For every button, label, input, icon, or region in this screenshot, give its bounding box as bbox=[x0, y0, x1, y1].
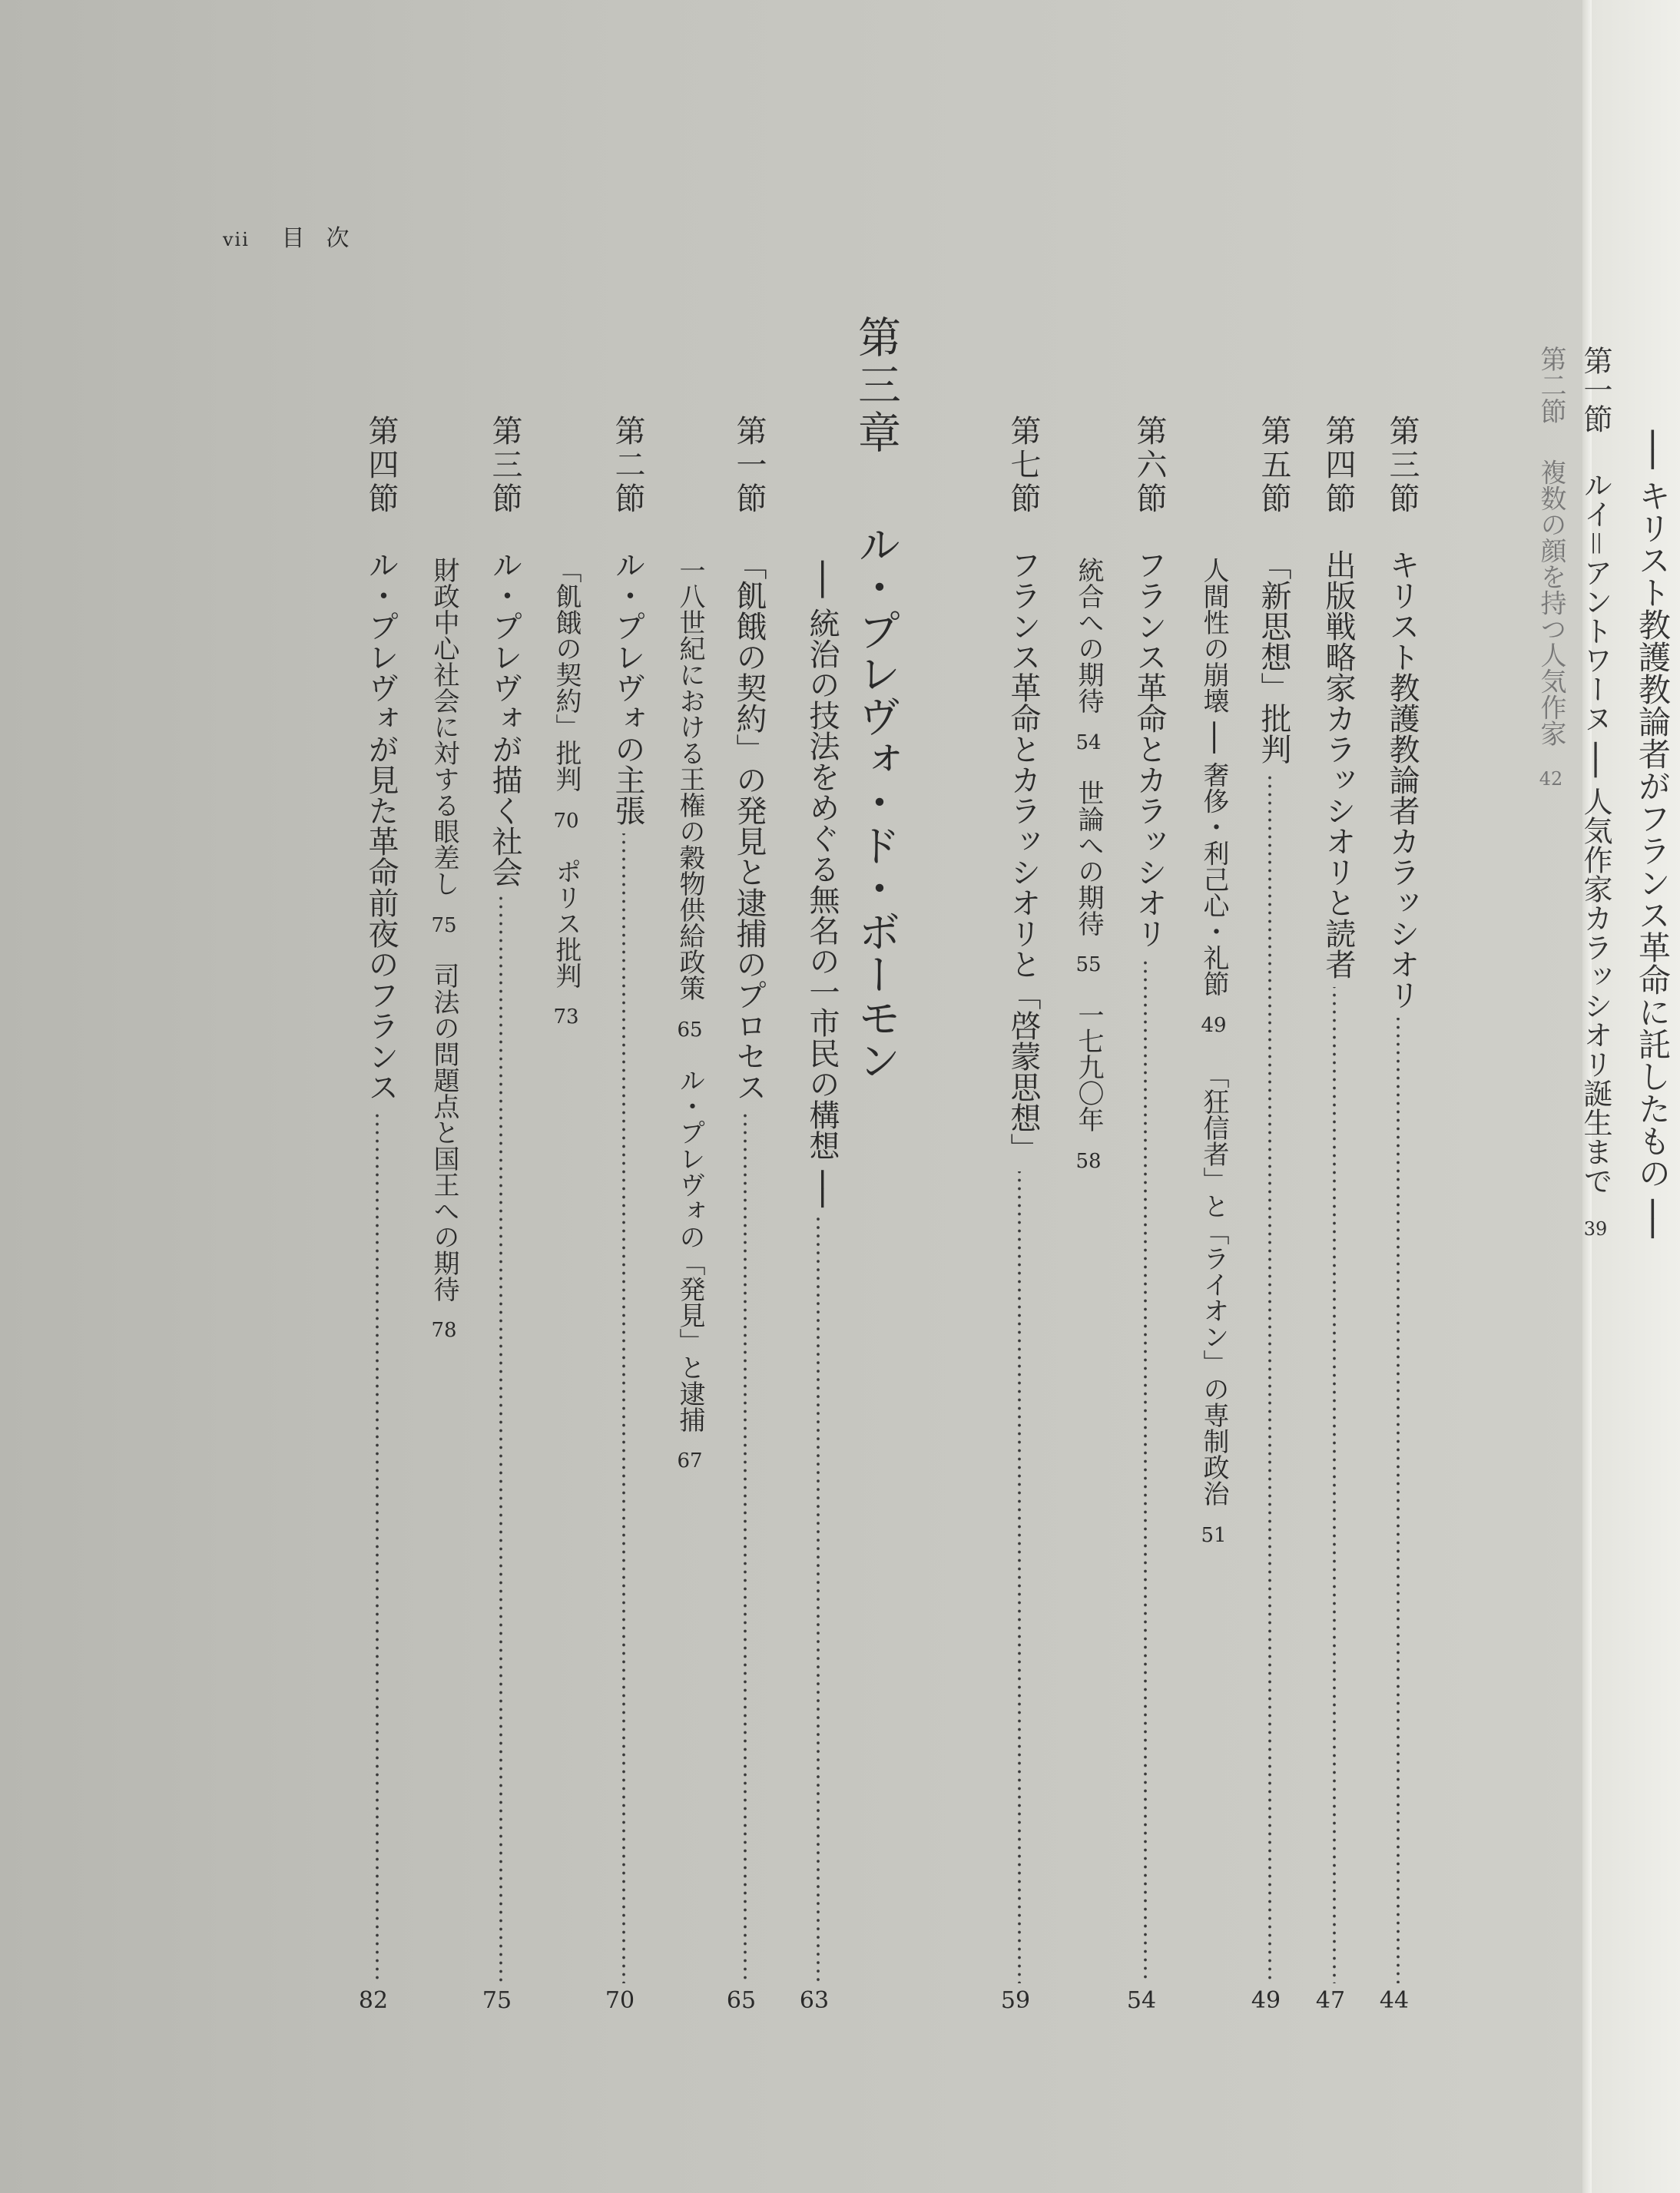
toc-entry-page: 54 bbox=[1126, 1987, 1157, 2014]
toc-entry-page: 82 bbox=[358, 1987, 389, 2014]
subsection-title: ル・プレヴォの「発見」と逮捕 bbox=[674, 1066, 705, 1433]
toc-entry-title: ル・プレヴォが見た革命前夜のフランス bbox=[363, 549, 399, 1102]
leader-dots bbox=[743, 1110, 747, 1983]
subsection-page: 65 bbox=[677, 1018, 703, 1042]
toc-entry-page: 44 bbox=[1379, 1987, 1410, 2014]
subsection-title: 世論への期待 bbox=[1073, 779, 1104, 936]
facing-label: 第一節 bbox=[1579, 346, 1612, 433]
toc-entry[interactable] bbox=[1126, 415, 1165, 2012]
subsection-page: 49 bbox=[1201, 1014, 1227, 1038]
toc-entry[interactable] bbox=[1379, 415, 1420, 2014]
leader-dots bbox=[816, 1215, 820, 1983]
toc-entry-title: ル・プレヴォが描く社会 bbox=[487, 549, 522, 887]
subsection-title: 「狂信者」と「ライオン」の専制政治 bbox=[1198, 1062, 1229, 1507]
leader-dots bbox=[1267, 772, 1272, 1983]
chapter-title: ル・プレヴォ・ド・ボーモン bbox=[851, 522, 901, 1082]
toc-entry[interactable] bbox=[1000, 415, 1039, 2012]
subsection-page: 54 bbox=[1075, 730, 1102, 754]
toc-entry-label: 第四節 bbox=[1320, 415, 1356, 516]
subsection-title: 「飢餓の契約」批判 bbox=[551, 557, 582, 792]
chapter-subtitle: ── 統治の技法をめぐる無名の一市民の構想 ── bbox=[804, 561, 840, 1207]
toc-entry-page: 70 bbox=[605, 1987, 635, 2014]
toc-entry[interactable] bbox=[482, 415, 520, 2012]
subsection-title: 統合への期待 bbox=[1073, 557, 1104, 714]
subsection-line bbox=[1073, 557, 1104, 1190]
subsection-page: 58 bbox=[1075, 1150, 1102, 1174]
chapter-page: 63 bbox=[799, 1987, 830, 2014]
facing-title: ルイ＝アントワーヌ ── 人気作家カラッシオリ誕生まで bbox=[1579, 470, 1612, 1196]
toc-entry[interactable] bbox=[605, 415, 643, 2012]
chapter-label: 第三章 bbox=[851, 315, 901, 458]
leader-dots bbox=[499, 895, 503, 1983]
subsection-line bbox=[674, 557, 705, 1489]
subsection-page: 73 bbox=[553, 1005, 579, 1029]
facing-label: 第二節 bbox=[1536, 346, 1566, 424]
facing-title: 複数の顔を持つ人気作家 bbox=[1536, 459, 1566, 747]
toc-entry-title: キリスト教護教論者カラッシオリ bbox=[1384, 549, 1420, 1010]
toc-entry-page: 65 bbox=[726, 1987, 757, 2014]
leader-dots bbox=[1396, 1018, 1400, 1983]
header-page-number: vii bbox=[223, 229, 250, 250]
toc-entry-title: フランス革命とカラッシオリ bbox=[1132, 549, 1167, 949]
subsection-title: 人間性の崩壊 ── 奢侈・利己心・礼節 bbox=[1198, 557, 1229, 997]
toc-entry-page: 75 bbox=[482, 1987, 512, 2014]
facing-line bbox=[1579, 346, 1612, 1241]
subsection-page: 67 bbox=[677, 1449, 703, 1473]
toc-entry-label: 第三節 bbox=[1384, 415, 1420, 516]
facing-page-number: 42 bbox=[1539, 768, 1563, 790]
leader-dots bbox=[1332, 987, 1337, 1983]
subsection-title: 一八世紀における王権の穀物供給政策 bbox=[674, 557, 705, 1001]
toc-entry-title: フランス革命とカラッシオリと「啓蒙思想」 bbox=[1006, 549, 1041, 1164]
leader-dots bbox=[621, 833, 626, 1983]
toc-entry[interactable] bbox=[1251, 415, 1289, 2012]
leader-dots bbox=[1143, 956, 1148, 1983]
chapter-heading[interactable] bbox=[851, 315, 901, 2012]
chapter-subtitle-line bbox=[799, 561, 840, 2014]
toc-entry-page: 59 bbox=[1000, 1987, 1031, 2014]
subsection-page: 55 bbox=[1075, 953, 1102, 977]
subsection-page: 70 bbox=[553, 809, 579, 833]
toc-entry-title: ル・プレヴォの主張 bbox=[610, 549, 645, 826]
subsection-title: ポリス批判 bbox=[551, 857, 582, 989]
toc-entry-title: 出版戦略家カラッシオリと読者 bbox=[1320, 549, 1356, 979]
leader-dots bbox=[375, 1110, 379, 1983]
facing-line bbox=[1538, 346, 1564, 788]
subsection-page: 78 bbox=[431, 1319, 457, 1343]
toc-entry-title: 「新思想」批判 bbox=[1256, 549, 1291, 764]
facing-subtitle: ── キリスト教護教論者がフランス革命に託したもの ── bbox=[1634, 430, 1672, 1238]
subsection-line bbox=[551, 557, 582, 1045]
toc-entry-label: 第五節 bbox=[1256, 415, 1291, 516]
running-header bbox=[223, 219, 370, 253]
toc-entry[interactable] bbox=[1315, 415, 1354, 2012]
subsection-title: 財政中心社会に対する眼差し bbox=[429, 557, 459, 896]
toc-entry-page: 47 bbox=[1315, 1987, 1346, 2014]
toc-entry-label: 第二節 bbox=[610, 415, 645, 516]
subsection-title: 司法の問題点と国王への期待 bbox=[429, 962, 459, 1302]
toc-entry[interactable] bbox=[726, 415, 767, 2014]
facing-page-number: 39 bbox=[1583, 1218, 1608, 1241]
toc-entry[interactable] bbox=[358, 415, 399, 2014]
toc-entry-label: 第六節 bbox=[1132, 415, 1167, 516]
toc-entry-label: 第七節 bbox=[1006, 415, 1041, 516]
header-title: 目次 bbox=[281, 225, 371, 252]
subsection-page: 51 bbox=[1201, 1524, 1227, 1547]
facing-page bbox=[1536, 0, 1680, 2193]
toc-entry-label: 第一節 bbox=[731, 415, 767, 516]
leader-dots bbox=[1017, 1171, 1022, 1983]
subsection-line bbox=[429, 557, 459, 1359]
subsection-title: 一七九〇年 bbox=[1073, 1002, 1104, 1133]
subsection-line bbox=[1198, 557, 1229, 1564]
toc-entry-label: 第三節 bbox=[487, 415, 522, 516]
toc-entry-page: 49 bbox=[1251, 1987, 1281, 2014]
toc-entry-label: 第四節 bbox=[363, 415, 399, 516]
toc-entry-title: 「飢餓の契約」の発見と逮捕のプロセス bbox=[731, 549, 767, 1102]
subsection-page: 75 bbox=[431, 913, 457, 937]
